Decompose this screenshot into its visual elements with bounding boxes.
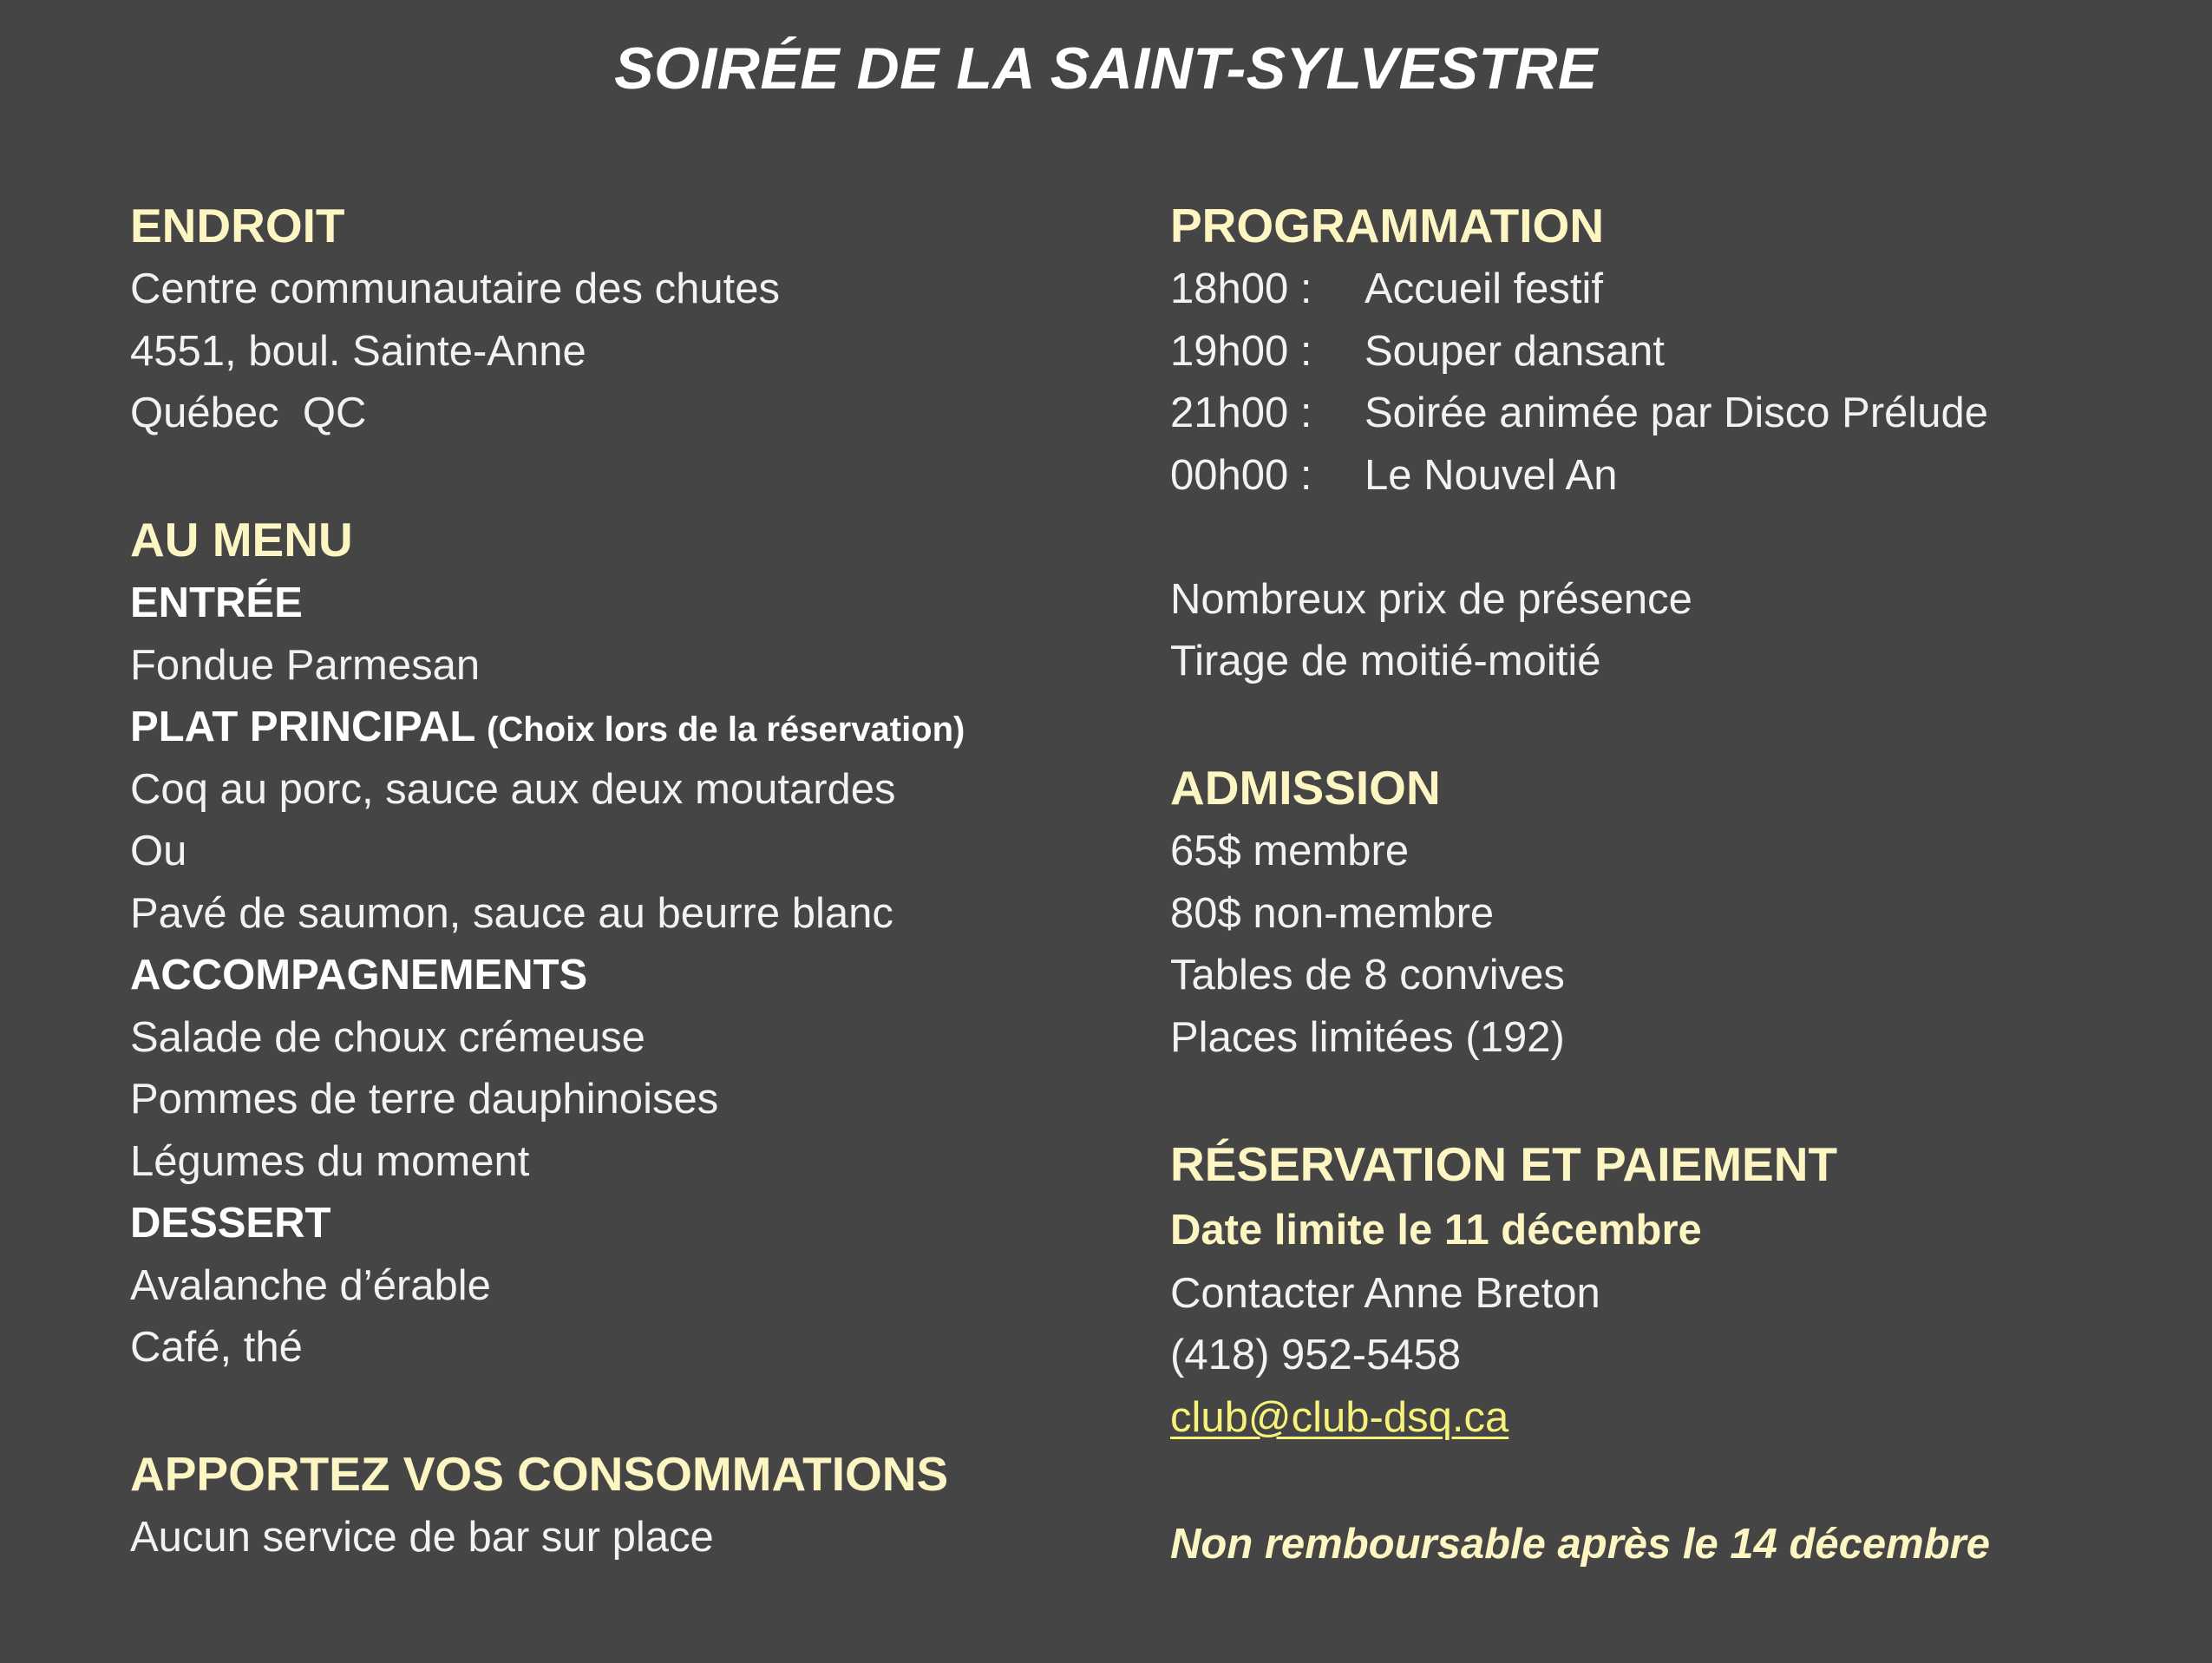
reservation-section xyxy=(1170,1131,2168,1577)
admission-line: 65$ membre xyxy=(1170,828,1410,874)
plat-item: Ou xyxy=(130,828,187,874)
dessert-item: Avalanche d’érable xyxy=(130,1261,491,1309)
endroit-section xyxy=(130,193,1128,445)
plat-principal-label xyxy=(130,697,1128,759)
right-column xyxy=(1170,193,2168,1577)
program-item xyxy=(1170,321,2168,383)
refund-note: Non remboursable après le 14 décembre xyxy=(1170,1520,1990,1568)
program-time: 00h00 : xyxy=(1170,451,1312,499)
menu-heading: AU MENU xyxy=(130,513,353,566)
entree-label: ENTRÉE xyxy=(130,579,303,626)
admission-heading: ADMISSION xyxy=(1170,761,1441,815)
accompagnement-item: Légumes du moment xyxy=(130,1137,530,1185)
consommations-line: Aucun service de bar sur place xyxy=(130,1514,714,1561)
admission-line: 80$ non-membre xyxy=(1170,889,1495,937)
spacer xyxy=(130,445,1128,507)
plat-item: Pavé de saumon, sauce au beurre blanc xyxy=(130,889,893,937)
consommations-section xyxy=(130,1441,1128,1569)
program-label: Le Nouvel An xyxy=(1365,451,1618,499)
accompagnement-item: Pommes de terre dauphinoises xyxy=(130,1076,719,1123)
program-item xyxy=(1170,259,2168,321)
spacer xyxy=(1170,1069,2168,1131)
program-time: 19h00 : xyxy=(1170,327,1312,375)
program-label: Soirée animée par Disco Prélude xyxy=(1365,390,1989,436)
reservation-contact: Contacter Anne Breton xyxy=(1170,1269,1600,1317)
page-title: SOIRÉE DE LA SAINT-SYLVESTRE xyxy=(614,36,1598,101)
spacer xyxy=(130,1379,1128,1442)
admission-line: Tables de 8 convives xyxy=(1170,952,1565,998)
accompagnements-label: ACCOMPAGNEMENTS xyxy=(130,952,588,998)
dessert-label: DESSERT xyxy=(130,1200,331,1247)
reservation-phone: (418) 952-5458 xyxy=(1170,1332,1462,1378)
program-item xyxy=(1170,383,2168,445)
left-column xyxy=(130,193,1128,1569)
endroit-line: 4551, boul. Sainte-Anne xyxy=(130,327,586,375)
program-time: 18h00 : xyxy=(1170,265,1312,312)
program-item xyxy=(1170,445,2168,507)
program-label: Accueil festif xyxy=(1365,265,1604,312)
consommations-heading: APPORTEZ VOS CONSOMMATIONS xyxy=(130,1447,949,1501)
spacer xyxy=(1170,693,2168,756)
program-label: Souper dansant xyxy=(1365,327,1665,375)
endroit-line: Centre communautaire des chutes xyxy=(130,265,780,312)
reservation-heading: RÉSERVATION ET PAIEMENT xyxy=(1170,1136,1838,1191)
program-extra: Tirage de moitié-moitié xyxy=(1170,638,1601,684)
spacer xyxy=(1170,1449,2168,1511)
plat-item: Coq au porc, sauce aux deux moutardes xyxy=(130,765,896,813)
menu-section xyxy=(130,507,1128,1379)
plat-principal-note: (Choix lors de la réservation) xyxy=(487,710,965,749)
entree-item: Fondue Parmesan xyxy=(130,641,481,689)
program-extra: Nombreux prix de présence xyxy=(1170,575,1692,623)
reservation-deadline: Date limite le 11 décembre xyxy=(1170,1206,1702,1254)
accompagnement-item: Salade de choux crémeuse xyxy=(130,1013,645,1061)
plat-principal-title: PLAT PRINCIPAL xyxy=(130,704,475,750)
spacer xyxy=(1170,507,2168,569)
dessert-item: Café, thé xyxy=(130,1324,303,1371)
endroit-line: Québec QC xyxy=(130,390,367,436)
email-link[interactable]: club@club-dsq.ca xyxy=(1170,1393,1509,1441)
programmation-heading: PROGRAMMATION xyxy=(1170,199,1605,252)
programmation-section xyxy=(1170,193,2168,693)
admission-line: Places limitées (192) xyxy=(1170,1013,1565,1061)
admission-section xyxy=(1170,755,2168,1069)
program-time: 21h00 : xyxy=(1170,390,1312,436)
reservation-email-row xyxy=(1170,1387,2168,1450)
endroit-heading: ENDROIT xyxy=(130,199,345,252)
